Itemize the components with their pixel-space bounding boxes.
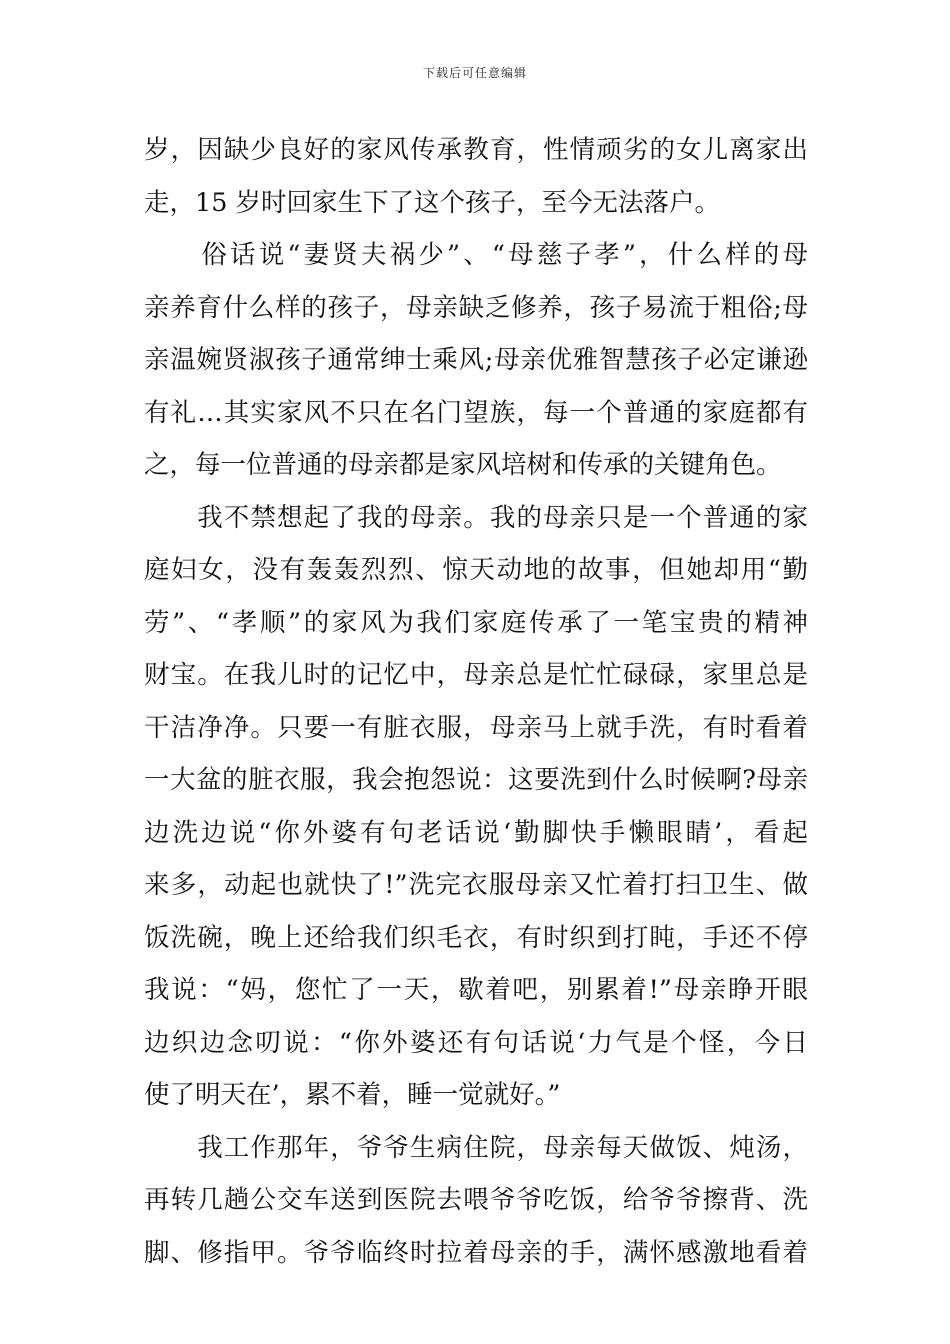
text-line: 边织边念叨说：“你外婆还有句话说‘力气是个怪，今日 <box>144 1027 808 1058</box>
text-line: 来多，动起也就快了!”洗完衣服母亲又忙着打扫卫生、做 <box>144 870 808 900</box>
page-header: 下载后可任意编辑 <box>422 66 527 80</box>
paragraph <box>144 229 808 492</box>
text-line: 岁，因缺少良好的家风传承教育，性情顽劣的女儿离家出 <box>144 135 808 165</box>
text-line: 亲温婉贤淑孩子通常绅士乘风;母亲优雅智慧孩子必定谦逊 <box>144 345 808 375</box>
text-line: 亲养育什么样的孩子，母亲缺乏修养，孩子易流于粗俗;母 <box>144 292 808 323</box>
paragraph <box>144 124 808 229</box>
text-line: 有礼…其实家风不只在名门望族，每一个普通的家庭都有 <box>144 397 808 428</box>
paragraph <box>144 1122 808 1280</box>
text-line: 干洁净净。只要一有脏衣服，母亲马上就手洗，有时看着 <box>144 712 808 743</box>
text-line: 财宝。在我儿时的记忆中，母亲总是忙忙碌碌，家里总是 <box>144 660 808 690</box>
text-line: 边洗边说“你外婆有句老话说‘勤脚快手懒眼睛’，看起 <box>144 817 808 848</box>
text-line: 我不禁想起了我的母亲。我的母亲只是一个普通的家 <box>144 502 808 533</box>
text-line: 庭妇女，没有轰轰烈烈、惊天动地的故事，但她却用“勤 <box>144 555 808 585</box>
text-line: 走，15 岁时回家生下了这个孩子，至今无法落户。 <box>144 187 721 218</box>
text-line: 我说：“妈，您忙了一天，歇着吧，别累着!”母亲睁开眼 <box>144 975 808 1005</box>
text-line: 之，每一位普通的母亲都是家风培树和传承的关键角色。 <box>144 450 782 480</box>
text-line: 俗话说“妻贤夫祸少”、“母慈子孝”，什么样的母 <box>144 240 808 270</box>
document-body <box>144 124 808 1279</box>
paragraph <box>144 492 808 1122</box>
text-line: 使了明天在’，累不着，睡一觉就好。” <box>144 1080 561 1110</box>
text-line: 脚、修指甲。爷爷临终时拉着母亲的手，满怀感激地看着 <box>144 1237 808 1268</box>
text-line: 再转几趟公交车送到医院去喂爷爷吃饭，给爷爷擦背、洗 <box>144 1185 808 1215</box>
text-line: 一大盆的脏衣服，我会抱怨说：这要洗到什么时候啊?母亲 <box>144 765 808 795</box>
text-line: 劳”、“孝顺”的家风为我们家庭传承了一笔宝贵的精神 <box>144 607 808 638</box>
text-line: 饭洗碗，晚上还给我们织毛衣，有时织到打盹，手还不停 <box>144 922 808 953</box>
text-line: 我工作那年，爷爷生病住院，母亲每天做饭、炖汤， <box>144 1132 808 1163</box>
